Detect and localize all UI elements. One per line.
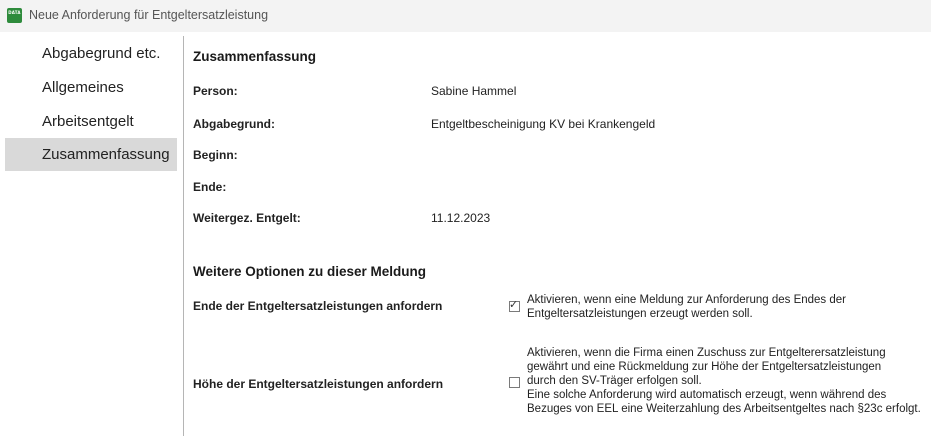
title-bar: [0, 0, 931, 32]
weitergez-entgelt-label: Weitergez. Entgelt:: [193, 211, 301, 225]
ende-label: Ende:: [193, 180, 227, 194]
sidebar-item-allgemeines[interactable]: Allgemeines: [42, 79, 124, 96]
beginn-label: Beginn:: [193, 148, 238, 162]
option-hoehe-desc-line: Bezuges von EEL eine Weiterzahlung des Arbeitsentgeltes nach §23c erfolgt.: [527, 403, 921, 415]
summary-panel: [184, 32, 931, 436]
weitergez-entgelt-value: 11.12.2023: [431, 211, 491, 225]
options-title: Weitere Optionen zu dieser Meldung: [193, 264, 427, 279]
option-hoehe-label: Höhe der Entgeltersatzleistungen anfordern: [193, 377, 444, 391]
option-hoehe-desc-line: Aktivieren, wenn die Firma einen Zuschuss zur Entgelterersatzleistung: [527, 347, 886, 359]
sidebar-item-arbeitsentgelt[interactable]: Arbeitsentgelt: [42, 113, 134, 130]
summary-title: Zusammenfassung: [193, 49, 317, 64]
option-ende-checkbox[interactable]: [509, 298, 520, 312]
option-ende-desc-line: Aktivieren, wenn eine Meldung zur Anforderung des Endes der: [527, 294, 847, 306]
abgabegrund-value: Entgeltbescheinigung KV bei Krankengeld: [431, 117, 656, 131]
abgabegrund-label: Abgabegrund:: [193, 117, 275, 131]
window-title: Neue Anforderung für Entgeltersatzleistung: [29, 8, 269, 22]
option-hoehe-description: [527, 346, 921, 416]
option-hoehe-checkbox[interactable]: [509, 377, 520, 388]
option-ende-description: [527, 293, 846, 321]
person-value: Sabine Hammel: [431, 84, 517, 98]
person-label: Person:: [193, 84, 238, 98]
sidebar-nav: [0, 32, 183, 436]
sidebar-item-abgabegrund[interactable]: Abgabegrund etc.: [42, 45, 161, 62]
app-icon: DATA: [7, 8, 22, 23]
option-hoehe-desc-line: Eine solche Anforderung wird automatisch erzeugt, wenn während des: [527, 389, 887, 401]
option-hoehe-desc-line: durch den SV-Träger erfolgen soll.: [527, 375, 702, 387]
option-ende-label: Ende der Entgeltersatzleistungen anfordern: [193, 299, 443, 313]
checkmark-icon: ✓: [509, 298, 519, 311]
option-hoehe-desc-line: gewährt und eine Rückmeldung zur Höhe der Entgeltersatzleistungen: [527, 361, 882, 373]
sidebar-item-zusammenfassung[interactable]: Zusammenfassung: [5, 138, 177, 171]
option-ende-desc-line: Entgeltersatzleistungen erzeugt werden soll.: [527, 308, 753, 320]
